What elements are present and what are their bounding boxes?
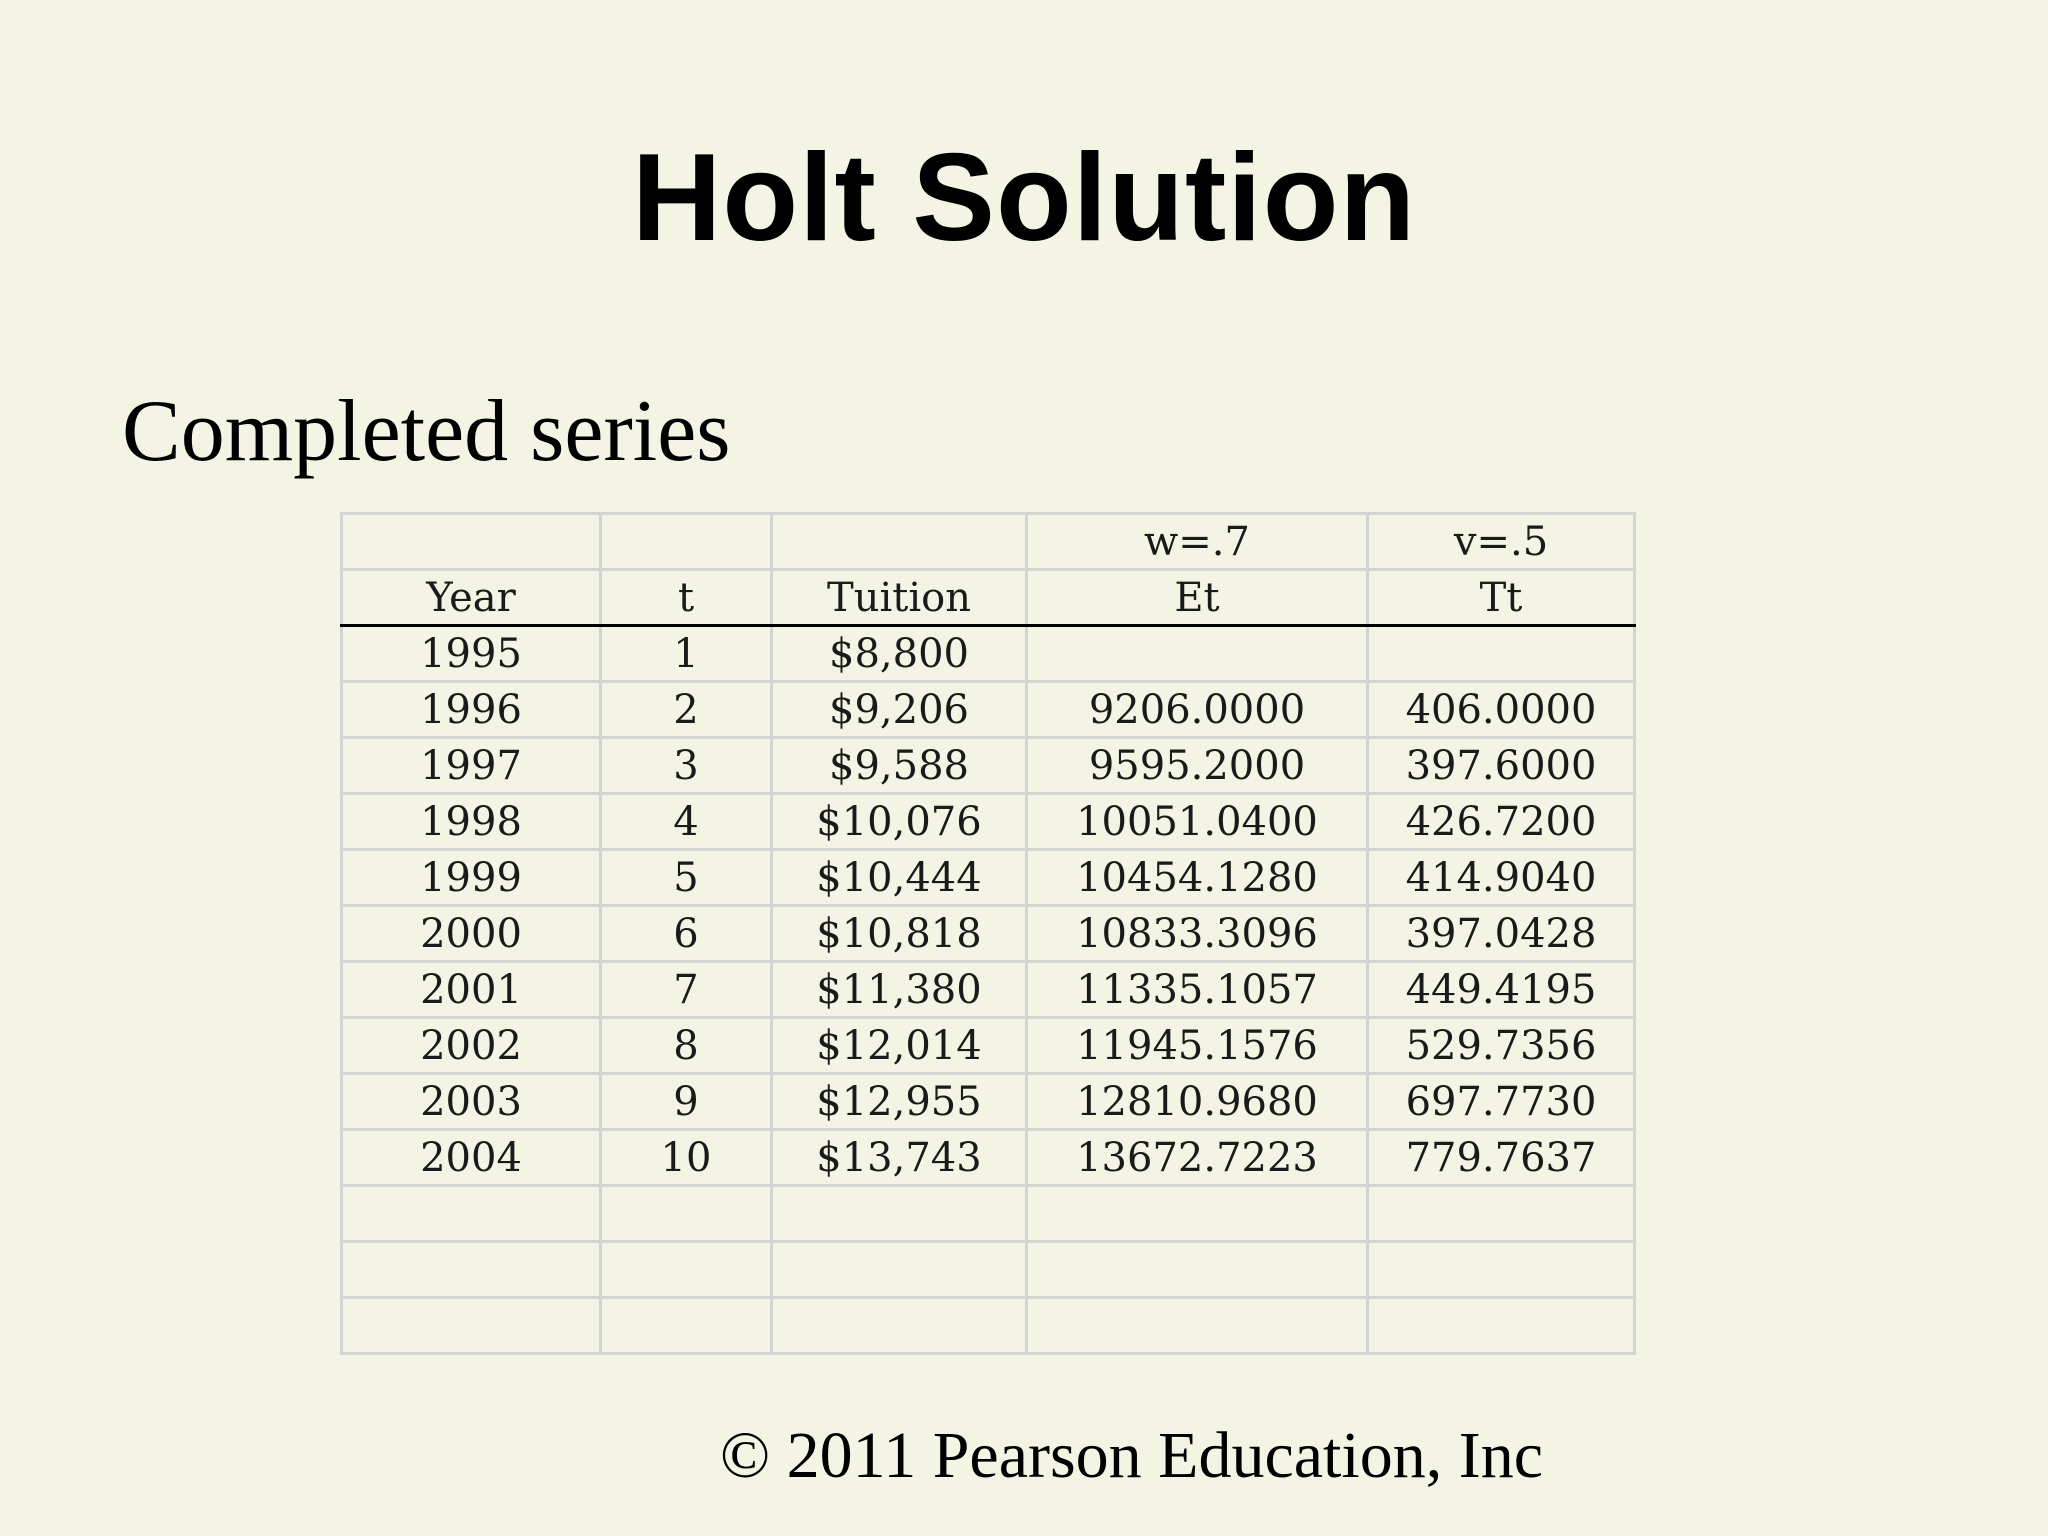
table-cell: 779.7637 xyxy=(1368,1130,1635,1186)
empty-cell xyxy=(601,1186,772,1242)
table-row xyxy=(342,962,1635,1018)
table-cell: 12810.9680 xyxy=(1027,1074,1368,1130)
table-cell: 9 xyxy=(601,1074,772,1130)
table-cell: 5 xyxy=(601,850,772,906)
table-cell: 11335.1057 xyxy=(1027,962,1368,1018)
table-cell: 11945.1576 xyxy=(1027,1018,1368,1074)
empty-cell xyxy=(1027,1186,1368,1242)
slide-subtitle: Completed series xyxy=(122,383,731,480)
parameter-row xyxy=(342,514,1635,570)
empty-cell xyxy=(1368,1186,1635,1242)
empty-cell xyxy=(772,1242,1027,1298)
empty-cell xyxy=(1027,1298,1368,1354)
table-cell: $12,014 xyxy=(772,1018,1027,1074)
table-cell: 414.9040 xyxy=(1368,850,1635,906)
empty-row xyxy=(342,1186,1635,1242)
table-row xyxy=(342,738,1635,794)
table-cell: $9,588 xyxy=(772,738,1027,794)
table-cell: 426.7200 xyxy=(1368,794,1635,850)
table-cell: 10833.3096 xyxy=(1027,906,1368,962)
table-cell: 529.7356 xyxy=(1368,1018,1635,1074)
table-cell: 1995 xyxy=(342,626,601,682)
empty-cell xyxy=(601,1298,772,1354)
table-cell: $12,955 xyxy=(772,1074,1027,1130)
empty-cell xyxy=(601,1242,772,1298)
empty-cell xyxy=(1368,1298,1635,1354)
table-cell: 2000 xyxy=(342,906,601,962)
holt-table xyxy=(340,512,1636,1355)
table-cell: 697.7730 xyxy=(1368,1074,1635,1130)
table-cell: 1996 xyxy=(342,682,601,738)
empty-cell xyxy=(772,1298,1027,1354)
table-cell: $11,380 xyxy=(772,962,1027,1018)
table-cell: 10 xyxy=(601,1130,772,1186)
empty-cell xyxy=(772,1186,1027,1242)
table-cell: $10,076 xyxy=(772,794,1027,850)
column-header: Year xyxy=(342,570,601,626)
empty-cell xyxy=(1368,1242,1635,1298)
table-cell: 8 xyxy=(601,1018,772,1074)
column-header: Tuition xyxy=(772,570,1027,626)
table-cell: 13672.7223 xyxy=(1027,1130,1368,1186)
table-cell xyxy=(1368,626,1635,682)
table-cell: 1998 xyxy=(342,794,601,850)
table-row xyxy=(342,682,1635,738)
table-row xyxy=(342,1074,1635,1130)
empty-row xyxy=(342,1298,1635,1354)
table-row xyxy=(342,1018,1635,1074)
spreadsheet-table xyxy=(340,512,1638,1382)
table-cell: 9206.0000 xyxy=(1027,682,1368,738)
table-row xyxy=(342,1130,1635,1186)
empty-cell xyxy=(1027,1242,1368,1298)
table-cell: $10,444 xyxy=(772,850,1027,906)
table-cell: 3 xyxy=(601,738,772,794)
table-cell: 6 xyxy=(601,906,772,962)
table-cell: $8,800 xyxy=(772,626,1027,682)
table-cell: $9,206 xyxy=(772,682,1027,738)
column-header: Et xyxy=(1027,570,1368,626)
table-cell: 2001 xyxy=(342,962,601,1018)
table-cell: 1999 xyxy=(342,850,601,906)
empty-cell xyxy=(342,1242,601,1298)
column-header: t xyxy=(601,570,772,626)
copyright-footer: © 2011 Pearson Education, Inc xyxy=(720,1419,1544,1492)
table-cell: 2004 xyxy=(342,1130,601,1186)
table-cell: 406.0000 xyxy=(1368,682,1635,738)
empty-cell xyxy=(342,1298,601,1354)
empty-row xyxy=(342,1242,1635,1298)
empty-cell xyxy=(342,1186,601,1242)
table-cell: 2 xyxy=(601,682,772,738)
table-row xyxy=(342,794,1635,850)
table-cell: 7 xyxy=(601,962,772,1018)
param-cell-w: w=.7 xyxy=(1027,514,1368,570)
param-cell xyxy=(772,514,1027,570)
table-cell: $13,743 xyxy=(772,1130,1027,1186)
table-cell xyxy=(1027,626,1368,682)
table-cell: $10,818 xyxy=(772,906,1027,962)
table-cell: 9595.2000 xyxy=(1027,738,1368,794)
table-cell: 10051.0400 xyxy=(1027,794,1368,850)
table-cell: 1997 xyxy=(342,738,601,794)
param-cell xyxy=(601,514,772,570)
table-cell: 449.4195 xyxy=(1368,962,1635,1018)
param-cell-v: v=.5 xyxy=(1368,514,1635,570)
table-cell: 2002 xyxy=(342,1018,601,1074)
table-cell: 397.6000 xyxy=(1368,738,1635,794)
header-row xyxy=(342,570,1635,626)
table-cell: 397.0428 xyxy=(1368,906,1635,962)
column-header: Tt xyxy=(1368,570,1635,626)
slide-title: Holt Solution xyxy=(631,129,1417,267)
table-row xyxy=(342,850,1635,906)
table-row xyxy=(342,626,1635,682)
table-cell: 2003 xyxy=(342,1074,601,1130)
table-cell: 4 xyxy=(601,794,772,850)
param-cell xyxy=(342,514,601,570)
table-row xyxy=(342,906,1635,962)
table-cell: 10454.1280 xyxy=(1027,850,1368,906)
table-cell: 1 xyxy=(601,626,772,682)
